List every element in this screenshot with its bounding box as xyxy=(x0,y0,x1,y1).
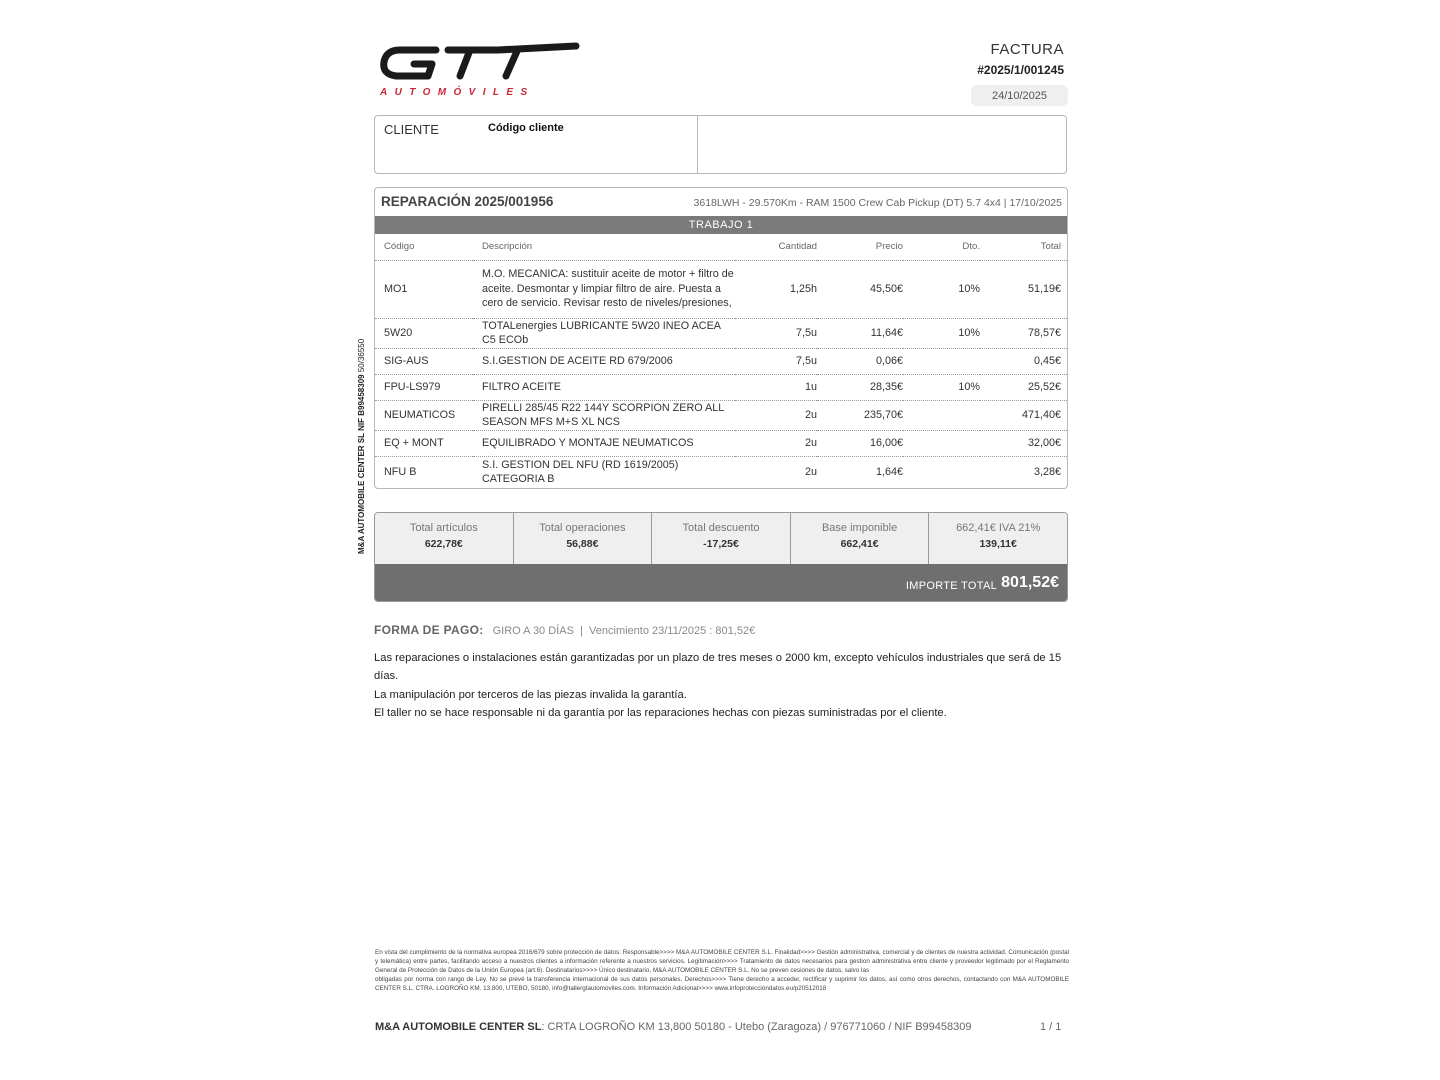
cell-desc: S.I.GESTION DE ACEITE RD 679/2006 xyxy=(473,348,735,374)
vehicle-info: 3618LWH - 29.570Km - RAM 1500 Crew Cab Pickup (DT) 5.7 4x4 | 17/10/2025 xyxy=(693,197,1062,209)
client-divider xyxy=(697,116,698,173)
total-label: Total descuento xyxy=(682,522,760,534)
totals-row xyxy=(375,513,1067,564)
table-row xyxy=(375,400,1067,430)
work-header: TRABAJO 1 xyxy=(375,216,1067,234)
condition-line: Las reparaciones o instalaciones están garantizadas por un plazo de tres meses o 2000 km, excepto vehículos industriales que será de 15 días. xyxy=(374,652,1062,683)
col-code-header: Código xyxy=(375,234,473,260)
cell-code: MO1 xyxy=(375,260,473,318)
cell-disc xyxy=(903,430,980,456)
invoice-number: #2025/1/001245 xyxy=(977,63,1064,77)
repair-title: REPARACIÓN 2025/001956 xyxy=(381,194,554,209)
cell-code: EQ + MONT xyxy=(375,430,473,456)
cell-disc: 10% xyxy=(903,260,980,318)
cell-price: 45,50€ xyxy=(817,260,903,318)
cell-price: 28,35€ xyxy=(817,374,903,400)
logo-subtitle: AUTOMÓVILES xyxy=(380,87,535,98)
cell-desc: PIRELLI 285/45 R22 144Y SCORPION ZERO ALL SEASON MFS M+S XL NCS xyxy=(473,400,735,430)
cell-total: 32,00€ xyxy=(980,430,1067,456)
cell-code: 5W20 xyxy=(375,318,473,348)
total-label: 662,41€ IVA 21% xyxy=(956,522,1041,534)
warranty-conditions xyxy=(374,649,1070,723)
cell-desc: EQUILIBRADO Y MONTAJE NEUMATICOS xyxy=(473,430,735,456)
side-ref: 50/36550 xyxy=(357,338,366,373)
col-price-header: Precio xyxy=(817,234,903,260)
line-items-table xyxy=(375,234,1067,488)
payment-separator: | xyxy=(580,625,583,637)
col-qty-header: Cantidad xyxy=(735,234,817,260)
table-row xyxy=(375,374,1067,400)
footer-company: M&A AUTOMOBILE CENTER SL xyxy=(375,1021,542,1033)
side-company: M&A AUTOMOBILE CENTER SL NIF B99458309 xyxy=(357,374,366,554)
cell-desc: M.O. MECANICA: sustituir aceite de motor + filtro de aceite. Desmontar y limpiar filtro de aire. Puesta a cero de servicio. Revisar resto de niveles/presiones, xyxy=(473,260,735,318)
client-title: CLIENTE xyxy=(384,122,439,137)
client-code-label: Código cliente xyxy=(488,122,564,134)
table-row xyxy=(375,318,1067,348)
cell-price: 235,70€ xyxy=(817,400,903,430)
total-value: -17,25€ xyxy=(703,538,739,550)
total-value: 139,11€ xyxy=(979,538,1017,550)
total-value: 56,88€ xyxy=(566,538,599,550)
total-value: 622,78€ xyxy=(424,538,463,550)
cell-qty: 7,5u xyxy=(735,318,817,348)
cell-code: SIG-AUS xyxy=(375,348,473,374)
page-number: 1 / 1 xyxy=(1040,1021,1062,1033)
cell-price: 11,64€ xyxy=(817,318,903,348)
payment-method: GIRO A 30 DÍAS xyxy=(492,625,574,637)
col-disc-header: Dto. xyxy=(903,234,980,260)
cell-total: 3,28€ xyxy=(1033,466,1061,478)
total-value: 662,41€ xyxy=(840,538,879,550)
cell-code: FPU-LS979 xyxy=(375,374,473,400)
client-box xyxy=(374,115,1067,174)
cell-total: 471,40€ xyxy=(980,400,1067,430)
cell-disc xyxy=(903,348,980,374)
table-row xyxy=(375,430,1067,456)
cell-total: 51,19€ xyxy=(980,260,1067,318)
side-company-text xyxy=(357,339,366,554)
table-row xyxy=(375,260,1067,318)
total-label: Total artículos xyxy=(409,522,478,534)
tax-base-cell xyxy=(791,513,930,564)
line-items xyxy=(375,234,1067,488)
grand-total-label: IMPORTE TOTAL xyxy=(905,580,997,592)
legal-text: obligadas por norma con rango de Ley. No se prevé la transferencia internacional de sus datos personales. Derechos>>>> Tiene derecho a acceder, rectificar y suprimir los datos, así como otros derechos, contactando con M&A AUTOMOBILE CENTER S.L. CTRA. LOGROÑO KM. 13.800, UTEBO, 50180, info@tallergtautomoviles.com. Información Adicional>>>> www.infoproteccióndatos.eu/p20512018 xyxy=(375,976,1069,992)
cell-price: 16,00€ xyxy=(817,430,903,456)
table-header-row xyxy=(375,234,1067,260)
cell-price: 0,06€ xyxy=(817,348,903,374)
cell-qty: 1u xyxy=(735,374,817,400)
payment-title: FORMA DE PAGO: xyxy=(374,623,484,637)
col-total-header: Total xyxy=(980,234,1067,260)
cell-desc: FILTRO ACEITE xyxy=(473,374,735,400)
condition-line: El taller no se hace responsable ni da garantía por las reparaciones hechas con piezas suministradas por el cliente. xyxy=(374,707,947,720)
total-items-cell xyxy=(375,513,514,564)
cell-qty: 2u xyxy=(804,466,817,478)
document-type: FACTURA xyxy=(990,41,1064,58)
grand-total-value: 801,52€ xyxy=(1001,574,1059,591)
invoice-date: 24/10/2025 xyxy=(971,85,1068,106)
total-label: Base imponible xyxy=(821,522,898,534)
table-row xyxy=(375,348,1067,374)
payment-due: Vencimiento 23/11/2025 : 801,52€ xyxy=(589,625,756,637)
cell-disc: 10% xyxy=(903,374,980,400)
cell-price: 1,64€ xyxy=(875,466,903,478)
col-desc-header: Descripción xyxy=(473,234,735,260)
legal-text: En vista del cumplimiento de la normativa europea 2016/679 sobre protección de datos: Responsable>>>> M&A AUTOMOBILE CENTER S.L. Finalidad>>>> Gestión administrativa, comercial y de clientes de nuestra actividad. Comunicación (postal y telemática) entre partes, facilitando acceso a nuestros clientes a información referente a nuestros servicios. Legitimación>>>> Tratamiento de datos necesarios para gestion administrativa entre cliente y proveedor legitimado por el Reglamento General de Protección de Datos de la Unión Europea (art.6). Destinatarios>>>> Único destinatario, M&A AUTOMOBILE CENTER S.L. No se preven cesiones de datos, salvo las xyxy=(375,949,1069,974)
total-operations-cell xyxy=(514,513,653,564)
cell-desc: TOTALenergies LUBRICANTE 5W20 INEO ACEA C5 ECOb xyxy=(473,318,735,348)
total-discount-cell xyxy=(652,513,791,564)
cell-disc xyxy=(903,456,980,488)
payment-info xyxy=(374,623,755,637)
vat-cell xyxy=(929,513,1067,564)
cell-disc xyxy=(903,400,980,430)
cell-code: NEUMATICOS xyxy=(375,400,473,430)
legal-notice xyxy=(375,948,1069,993)
footer-address: : CRTA LOGROÑO KM 13,800 50180 - Utebo (Zaragoza) / 976771060 / NIF B99458309 xyxy=(541,1021,972,1033)
grand-total-bar xyxy=(375,564,1067,602)
cell-qty: 1,25h xyxy=(735,260,817,318)
cell-desc: S.I. GESTION DEL NFU (RD 1619/2005) CATEGORIA B xyxy=(482,458,679,486)
totals-box xyxy=(374,512,1068,602)
cell-total: 0,45€ xyxy=(980,348,1067,374)
cell-disc: 10% xyxy=(903,318,980,348)
repair-box xyxy=(374,187,1068,489)
condition-line: La manipulación por terceros de las piezas invalida la garantía. xyxy=(374,688,687,701)
cell-qty: 7,5u xyxy=(735,348,817,374)
total-label: Total operaciones xyxy=(539,522,626,534)
footer xyxy=(375,1021,972,1033)
cell-code: NFU B xyxy=(384,466,417,478)
cell-qty: 2u xyxy=(735,430,817,456)
cell-total: 78,57€ xyxy=(980,318,1067,348)
cell-total: 25,52€ xyxy=(980,374,1067,400)
cell-qty: 2u xyxy=(735,400,817,430)
table-row xyxy=(375,456,1067,488)
